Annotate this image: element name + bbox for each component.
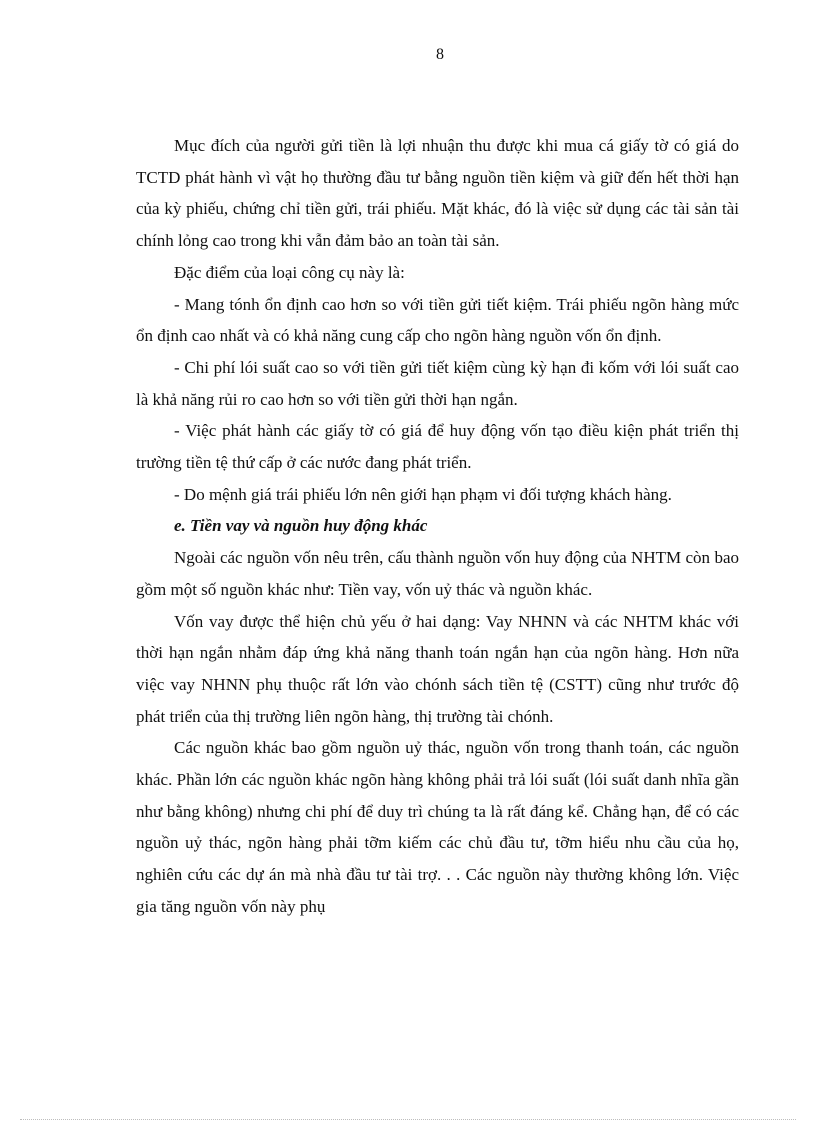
paragraph-entrusted-sources: Các nguồn khác bao gồm nguồn uỷ thác, nguồn vốn trong thanh toán, các nguồn khác. Phần lớn các nguồn khác ngõn hàng không phải trả lói suất (lói suất danh nhĩa gần như bằng không) nhưng chi phí để duy trì chúng ta là rất đáng kể. Chẳng hạn, để có các nguồn uỷ thác, ngõn hàng phải tỡm kiếm các chủ đầu tư, tỡm hiểu nhu cầu của họ, nghiên cứu các dự án mà nhà đầu tư tài trợ. . . Các nguồn này thường không lớn. Việc gia tăng nguồn vốn này phụ	[136, 738, 739, 916]
body-text	[136, 130, 739, 923]
paragraph-face-value: - Do mệnh giá trái phiếu lớn nên giới hạn phạm vi đối tượng khách hàng.	[174, 484, 672, 504]
page-number: 8	[436, 46, 444, 63]
paragraph-issuance: - Việc phát hành các giấy tờ có giá để huy động vốn tạo điều kiện phát triển thị trường tiền tệ thứ cấp ở các nước đang phát triển.	[136, 421, 739, 473]
paragraph-interest-cost: - Chi phí lói suất cao so với tiền gửi tiết kiệm cùng kỳ hạn đi kốm với lói suất cao là khả năng rủi ro cao hơn so với tiền gửi thời hạn ngắn.	[136, 357, 739, 409]
paragraph-other-sources: Ngoài các nguồn vốn nêu trên, cấu thành nguồn vốn huy động của NHTM còn bao gồm một số nguồn khác như: Tiền vay, vốn uỷ thác và nguồn khác.	[136, 548, 739, 599]
paragraph-features-intro: Đặc điểm của loại công cụ này là:	[174, 262, 405, 282]
page-bottom-divider	[20, 1119, 796, 1120]
section-heading: e. Tiền vay và nguồn huy động khác	[174, 516, 428, 536]
paragraph-borrowed-capital: Vốn vay được thể hiện chủ yếu ở hai dạng: Vay NHNN và các NHTM khác với thời hạn ngắn nhằm đáp ứng khả năng thanh toán ngắn hạn của ngõn hàng. Hơn nữa việc vay NHNN phụ thuộc rất lớn vào chónh sách tiền tệ (CSTT) cũng như trước độ phát triển của thị trường liên ngõn hàng, thị trường tài chónh.	[136, 611, 739, 726]
paragraph-stability: - Mang tónh ổn định cao hơn so với tiền gửi tiết kiệm. Trái phiếu ngõn hàng mức ổn định cao nhất và có khả năng cung cấp cho ngõn hàng nguồn vốn ổn định.	[136, 294, 739, 346]
paragraph-purpose: Mục đích của người gửi tiền là lợi nhuận thu được khi mua cá giấy tờ có giá do TCTD phát hành vì vật họ thường đầu tư bằng nguồn tiền kiệm và giữ đến hết thời hạn của kỳ phiếu, chứng chỉ tiền gửi, trái phiếu. Mặt khác, đó là việc sử dụng các tài sản tài chính lỏng cao trong khi vẫn đảm bảo an toàn tài sản.	[136, 136, 739, 251]
